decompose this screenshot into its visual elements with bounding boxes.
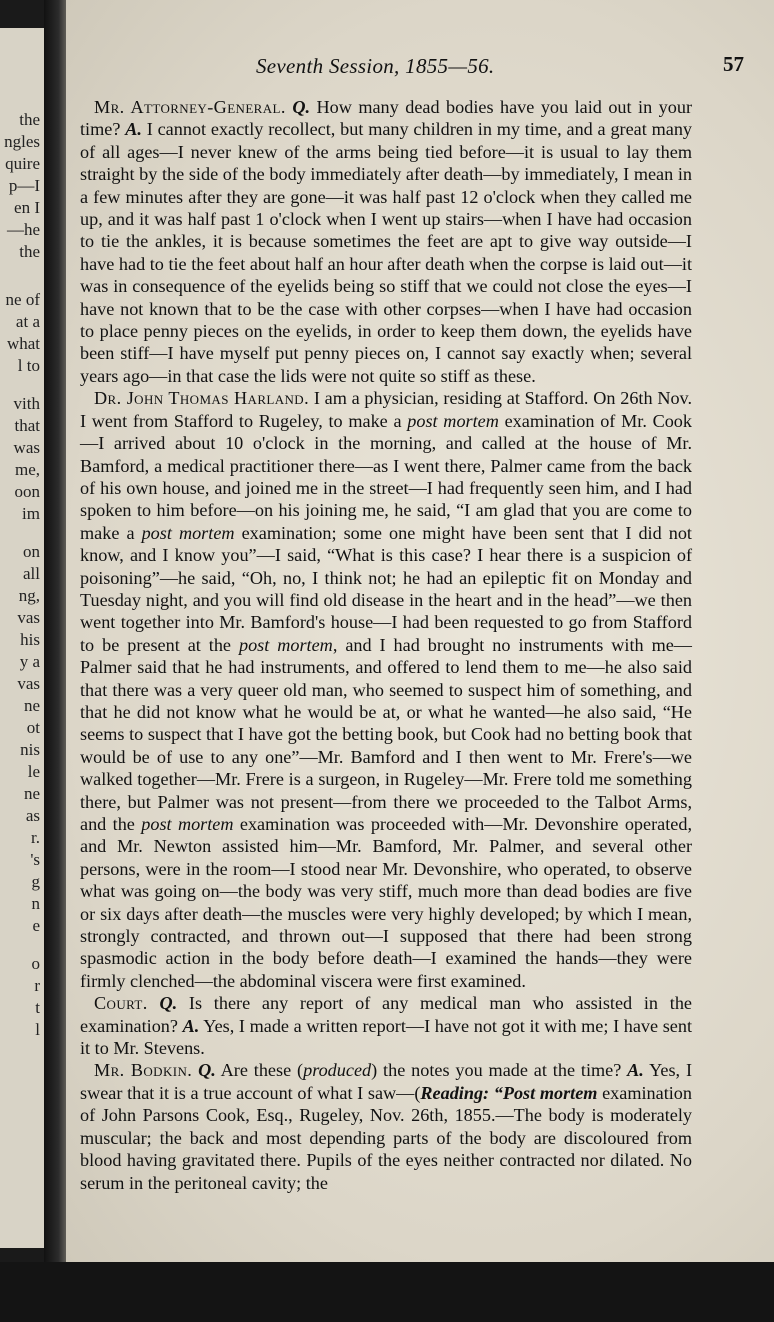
margin-fragment: g: [31, 872, 40, 891]
answer-text: Yes, I made a written report—I have not got it with me; I have sent it to Mr. Stevens.: [80, 1015, 693, 1059]
margin-fragment: r.: [31, 828, 40, 847]
margin-fragment: me,: [14, 460, 40, 479]
margin-fragment: l: [35, 1020, 40, 1039]
margin-fragment: quire: [5, 154, 40, 173]
margin-fragment: y a: [19, 652, 40, 671]
paragraph-court: [80, 992, 692, 1059]
margin-fragment: ng,: [18, 586, 40, 605]
margin-fragment: as: [25, 806, 40, 825]
speaker-label: Mr. Attorney-General.: [94, 97, 286, 117]
question-marker: Q.: [198, 1060, 216, 1081]
answer-marker: A.: [627, 1060, 644, 1081]
testimony-text: examination; some one might have been sent that I did not know, and I know you”—I said, “What is this case? I hear there is a suspicion of poisoning”—he said, “Oh, no, I think not; he had an epileptic fit on Monday and Tuesday night, and you will find old disease in the heart and in the head”—we then went together into Mr. Bamford's house—I had been requested to go from Stafford to be present at the: [80, 522, 692, 655]
margin-fragment: p—I: [8, 176, 40, 195]
scan-bottom-edge: [0, 1262, 774, 1322]
testimony-text: , and I had brought no instruments with me—Palmer said that he had instruments, and offered to lend them to me—he also said that there was a very queer old man, who seemed to suspect him of something, and that he did not know what he would be at, or what he wanted—he also said, “He seems to suspect that I have got the betting book, but Cook had no betting book that would be of use to any one”—Mr. Bamford and I then went to Mr. Frere's—we walked together—Mr. Frere is a surgeon, in Rugeley—Mr. Frere told me something there, but Palmer was not present—from there we proceeded to the Talbot Arms, and the: [80, 634, 692, 834]
margin-fragment: n: [31, 894, 40, 913]
speaker-label: Court.: [94, 993, 148, 1014]
paragraph-harland: [80, 387, 692, 992]
margin-fragment: t: [35, 998, 40, 1017]
margin-fragment: his: [20, 630, 40, 649]
answer-marker: A.: [125, 119, 142, 140]
speaker-label: Mr. Bodkin.: [94, 1060, 193, 1081]
question-marker: Q.: [292, 97, 311, 117]
italic-term: post mortem: [141, 814, 234, 834]
margin-fragment: the: [19, 110, 40, 129]
italic-term: post mortem: [407, 410, 499, 431]
margin-fragment: e: [32, 916, 40, 935]
testimony-text: examination was proceeded with—Mr. Devonshire operated, and Mr. Newton assisted him—Mr. Bamford, Mr. Palmer, and several other persons, were in the room—I stood near Mr. Devonshire, who operated, to observe what was going on—the body was very stiff, much more than dead bodies are five or six days after death—the muscles were very highly developed; by which I mean, strongly contracted, and thrown out—I supposed that there had been strong spasmodic action in the body before death—I examined the hands—they were firmly clenched—the abdominal viscera were first examined.: [80, 814, 692, 991]
margin-fragment: oon: [14, 482, 40, 501]
testimony-text: I am a physician, residing at Stafford. On 26th Nov. I went from Stafford to Rugeley, to make a: [80, 388, 693, 431]
answer-text: Yes, I swear that it is a true account of what I saw—(: [80, 1060, 692, 1103]
paragraph-attorney-general: [80, 96, 692, 387]
margin-fragment: o: [31, 954, 40, 973]
margin-fragment: 's: [30, 850, 40, 869]
book-page: [66, 0, 774, 1262]
margin-fragment: ot: [26, 718, 40, 737]
margin-fragment: ne of: [5, 290, 40, 309]
margin-fragment: nis: [20, 740, 40, 759]
italic-term: produced: [303, 1060, 372, 1081]
answer-marker: A.: [182, 1015, 200, 1036]
question-text: How many dead bodies have you laid out in your time?: [80, 97, 693, 140]
speaker-label: Dr. John Thomas Harland.: [94, 388, 310, 409]
margin-fragment: what: [6, 334, 40, 353]
margin-fragment: im: [22, 504, 40, 523]
margin-fragment: all: [23, 564, 40, 583]
margin-fragment: at a: [15, 312, 40, 331]
margin-fragment: ne: [23, 696, 40, 715]
italic-term: post mortem: [141, 522, 235, 543]
margin-fragment: le: [27, 762, 40, 781]
question-text: ) the notes you made at the time?: [371, 1060, 622, 1081]
margin-fragment: l to: [17, 356, 40, 375]
page-number: 57: [723, 52, 744, 76]
facing-page-edge: [0, 28, 47, 1248]
answer-text: I cannot exactly recollect, but many children in my time, and a great many of all ages—I never knew of the arms being tied before—it is usual to lay them straight by the side of the body immediately after death—by immediately, I mean in a few minutes after they are gone—it was half past 12 o'clock when they called me up, and it was half past 1 o'clock when I went up stairs—when I have had occasion to tie the ankles, it is because sometimes the feet are apt to give way outside—I have had to tie the feet about half an hour after death when the corpse is laid out—it was in consequence of the eyelids being so stiff that we could not close the eyes—I have not known that to be the case with other corpses—when I have had occasion to place penny pieces on the eyelids, in order to keep them down, the eyelids have been stiff—I have myself put penny pieces on, I cannot say exactly when; several years ago—in that case the lids were not quite so stiff as these.: [80, 119, 693, 386]
margin-fragment: vas: [17, 608, 40, 627]
body-text: [80, 96, 692, 1194]
italic-term: post mortem: [238, 634, 333, 655]
book-gutter: [44, 0, 68, 1322]
running-title: Seventh Session, 1855—56.: [256, 54, 495, 78]
margin-fragment: —he: [6, 220, 40, 239]
answer-text: examination of John Parsons Cook, Esq., Rugeley, Nov. 26th, 1855.—The body is moderately muscular; the back and most depending parts of the body are discoloured from blood having gravitated there. Pupils of the eyes neither contracted nor dilated. No serum in the peritoneal cavity; the: [80, 1082, 692, 1193]
paragraph-bodkin: [80, 1059, 692, 1193]
margin-fragment: the: [19, 242, 40, 261]
testimony-text: examination of Mr. Cook—I arrived about 10 o'clock in the morning, and called at the house of Mr. Bamford, a medical practitioner there—as I went there, Palmer came from the back of his own house, and joined me in the street—I had frequently seen him, and I had spoken to him before—on his joining me, he said, “I am glad that you are come to make a: [80, 410, 692, 543]
margin-fragment: on: [23, 542, 40, 561]
margin-fragment: en I: [14, 198, 40, 217]
question-text: Are these (: [220, 1060, 304, 1081]
question-text: Is there any report of any medical man who assisted in the examination?: [80, 993, 692, 1036]
margin-fragment: vith: [13, 394, 40, 413]
running-head: [66, 50, 774, 80]
margin-fragment: ne: [23, 784, 40, 803]
italic-term: Reading: “Post mortem: [420, 1082, 598, 1103]
margin-fragment: ngles: [4, 132, 40, 151]
margin-fragment: r: [34, 976, 40, 995]
margin-fragment: that: [14, 416, 40, 435]
question-marker: Q.: [159, 993, 178, 1014]
margin-fragment: vas: [17, 674, 40, 693]
margin-fragment: was: [13, 438, 40, 457]
